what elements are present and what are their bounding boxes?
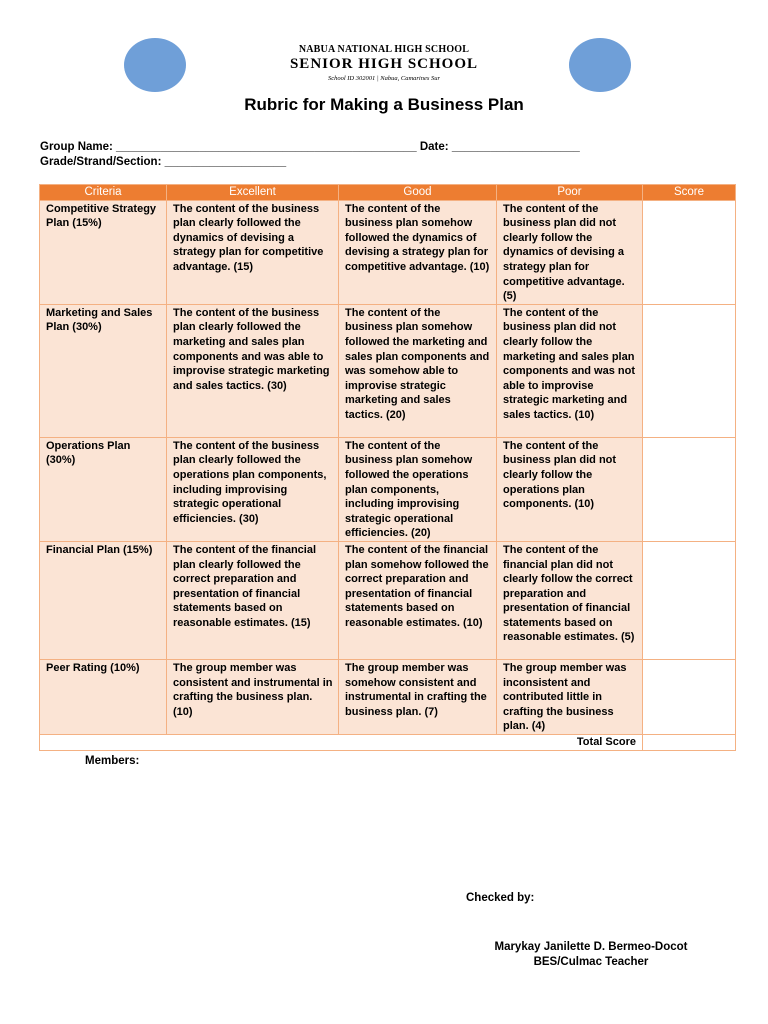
date-label: Date: bbox=[419, 141, 449, 153]
rubric-table bbox=[39, 184, 736, 751]
total-score-row bbox=[40, 734, 736, 750]
school-level: SENIOR HIGH SCHOOL bbox=[289, 56, 479, 72]
total-score-cell[interactable] bbox=[643, 734, 736, 750]
poor-cell: The content of the business plan did not clearly follow the operations plan components. (10) bbox=[497, 437, 643, 541]
form-fields bbox=[40, 140, 580, 170]
excellent-cell: The content of the business plan clearly followed the operations plan components, including improvising strategic operational efficiencies. (30) bbox=[167, 437, 339, 541]
criteria-cell: Peer Rating (10%) bbox=[40, 659, 167, 734]
score-cell[interactable] bbox=[643, 437, 736, 541]
group-name-label: Group Name: bbox=[40, 141, 113, 153]
checked-by-label: Checked by: bbox=[466, 892, 535, 904]
good-cell: The content of the business plan somehow followed the operations plan components, including improvising strategic operational efficiencies. (20) bbox=[339, 437, 497, 541]
table-row bbox=[40, 200, 736, 304]
signatory-name: Marykay Janilette D. Bermeo-Docot bbox=[494, 941, 688, 953]
table-row bbox=[40, 304, 736, 437]
letterhead bbox=[0, 44, 768, 82]
excellent-cell: The content of the business plan clearly followed the marketing and sales plan components and was able to improvise strategic marketing and sales tactics. (30) bbox=[167, 304, 339, 437]
total-score-label: Total Score bbox=[40, 734, 643, 750]
good-cell: The content of the financial plan somehow followed the correct preparation and presentation of financial statements based on reasonable estimates. (10) bbox=[339, 541, 497, 659]
school-name: NABUA NATIONAL HIGH SCHOOL bbox=[298, 44, 470, 55]
group-date-line bbox=[40, 140, 580, 155]
document-title: Rubric for Making a Business Plan bbox=[244, 95, 524, 114]
good-cell: The content of the business plan somehow followed the dynamics of devising a strategy plan for competitive advantage. (10) bbox=[339, 200, 497, 304]
header-score: Score bbox=[643, 185, 736, 201]
criteria-cell: Operations Plan (30%) bbox=[40, 437, 167, 541]
score-cell[interactable] bbox=[643, 200, 736, 304]
criteria-cell: Marketing and Sales Plan (30%) bbox=[40, 304, 167, 437]
signatory-block bbox=[480, 940, 702, 970]
table-header-row bbox=[40, 185, 736, 201]
criteria-cell: Competitive Strategy Plan (15%) bbox=[40, 200, 167, 304]
table-row bbox=[40, 659, 736, 734]
table-row bbox=[40, 437, 736, 541]
poor-cell: The content of the business plan did not clearly follow the marketing and sales plan components and was not able to improvise strategic marketing and sales tactics. (10) bbox=[497, 304, 643, 437]
criteria-cell: Financial Plan (15%) bbox=[40, 541, 167, 659]
score-cell[interactable] bbox=[643, 304, 736, 437]
group-name-blank: _______________________________________________ bbox=[116, 141, 417, 153]
excellent-cell: The group member was consistent and instrumental in crafting the business plan. (10) bbox=[167, 659, 339, 734]
header-good: Good bbox=[339, 185, 497, 201]
good-cell: The group member was somehow consistent and instrumental in crafting the business plan. (7) bbox=[339, 659, 497, 734]
members-label: Members: bbox=[85, 755, 140, 767]
header-excellent: Excellent bbox=[167, 185, 339, 201]
score-cell[interactable] bbox=[643, 541, 736, 659]
date-blank: ____________________ bbox=[451, 141, 580, 153]
signatory-position: BES/Culmac Teacher bbox=[533, 956, 649, 968]
header-poor: Poor bbox=[497, 185, 643, 201]
poor-cell: The content of the business plan did not clearly follow the dynamics of devising a strategy plan for competitive advantage. (5) bbox=[497, 200, 643, 304]
table-row bbox=[40, 541, 736, 659]
poor-cell: The group member was inconsistent and contributed little in crafting the business plan. (4) bbox=[497, 659, 643, 734]
school-id-line: School ID 302001 | Nabua, Camarines Sur bbox=[327, 75, 441, 82]
grade-section-blank: ___________________ bbox=[164, 156, 287, 168]
poor-cell: The content of the financial plan did not clearly follow the correct preparation and presentation of financial statements based on reasonable estimates. (5) bbox=[497, 541, 643, 659]
grade-line bbox=[40, 155, 580, 170]
excellent-cell: The content of the financial plan clearly followed the correct preparation and presentation of financial statements based on reasonable estimates. (15) bbox=[167, 541, 339, 659]
score-cell[interactable] bbox=[643, 659, 736, 734]
header-criteria: Criteria bbox=[40, 185, 167, 201]
excellent-cell: The content of the business plan clearly followed the dynamics of devising a strategy plan for competitive advantage. (15) bbox=[167, 200, 339, 304]
good-cell: The content of the business plan somehow followed the marketing and sales plan components and was somehow able to improvise strategic marketing and sales tactics. (20) bbox=[339, 304, 497, 437]
grade-section-label: Grade/Strand/Section: bbox=[40, 156, 162, 168]
